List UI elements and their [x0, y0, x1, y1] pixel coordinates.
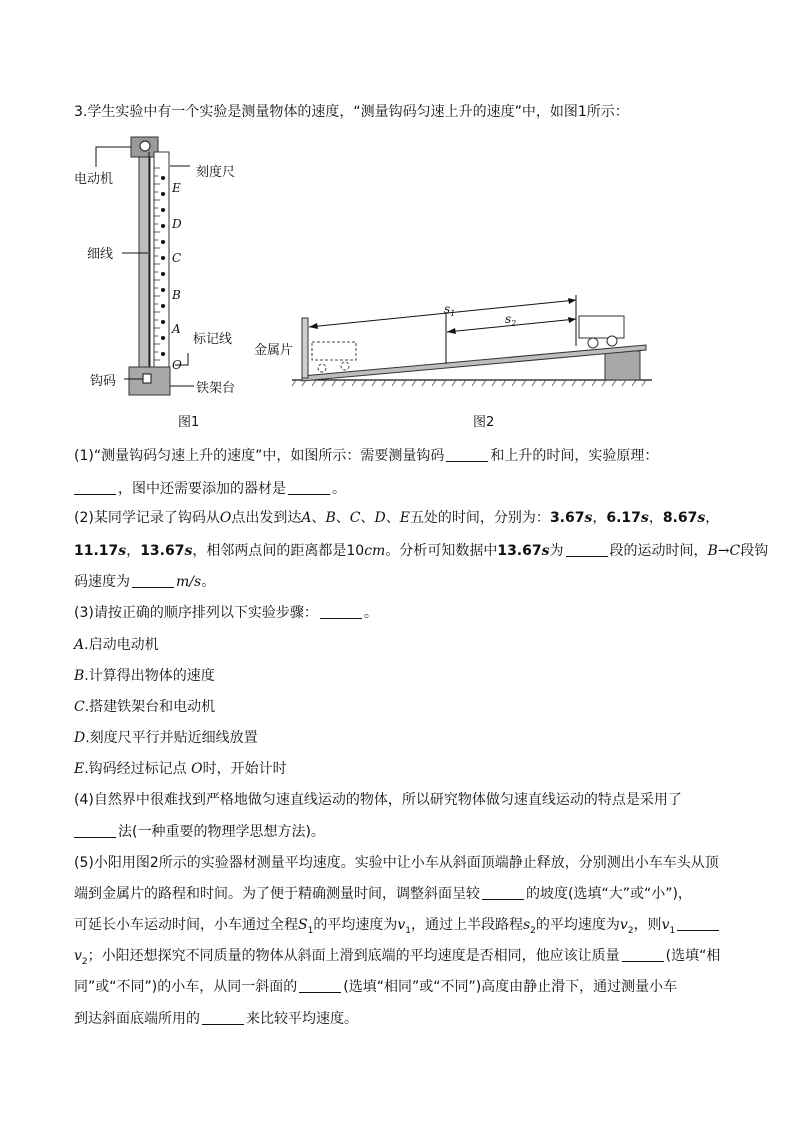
motor-pulley	[140, 141, 150, 151]
support-block	[605, 351, 640, 380]
figure-2	[254, 295, 652, 430]
fig1-caption: 图1	[178, 415, 200, 430]
q3-step-d: D.刻度尺平行并贴近细线放置	[74, 730, 258, 746]
q5-blank3[interactable]	[622, 947, 664, 962]
q2-blank1[interactable]	[566, 542, 608, 557]
q2-line1: (2)某同学记录了钩码从O点出发到达A、B、C、D、E五处的时间，分别为：3.67s，6.17s，8.67s，	[74, 510, 720, 526]
motor-leader	[96, 147, 131, 167]
figures	[0, 0, 794, 440]
label-plate: 金属片	[254, 343, 294, 358]
ruler	[154, 152, 169, 374]
q5-line6: 到达斜面底端所用的 来比较平均速度。	[74, 1011, 358, 1027]
q4-blank[interactable]	[74, 823, 116, 838]
q1-line1: (1)“测量钩码匀速上升的速度”中，如图所示：需要测量钩码 和上升的时间，实验原理：	[74, 448, 659, 464]
q5-blank5[interactable]	[202, 1010, 244, 1025]
q2-line3: 码速度为 m/s。	[74, 574, 216, 590]
q3-line1: (3)请按正确的顺序排列以下实验步骤： 。	[74, 605, 378, 621]
q5-blank1[interactable]	[482, 885, 524, 900]
q4-line2: 法(一种重要的物理学思想方法)。	[74, 823, 734, 841]
q2-line2: 11.17s，13.67s，相邻两点间的距离都是10cm。分析可知数据中13.67s为 段的运动时间，B→C段钩	[74, 543, 769, 559]
s2-label: $s_2$	[505, 312, 517, 328]
point-D: D	[172, 217, 182, 231]
q4-line1: (4)自然界中很难找到严格地做匀速直线运动的物体，所以研究物体做匀速直线运动的特点是采用了	[74, 792, 682, 808]
q1-line2: ，图中还需要添加的器材是 。	[74, 480, 734, 498]
cart-dashed	[312, 342, 356, 372]
point-C: C	[172, 251, 182, 265]
figure-1	[74, 137, 235, 430]
ground-hatch	[292, 380, 646, 386]
q5-line2: 端到金属片的路程和时间。为了便于精确测量时间，调整斜面呈较 的坡度(选填“大”或“小”)，	[74, 886, 692, 902]
q3-step-a: A.启动电动机	[74, 637, 159, 653]
stand-rod	[139, 157, 150, 377]
q3-step-e: E.钩码经过标记点 O时，开始计时	[74, 761, 287, 777]
point-E: E	[172, 181, 181, 195]
q1-blank3[interactable]	[288, 480, 330, 495]
point-O: O	[172, 358, 182, 372]
label-mark: 标记线	[193, 332, 233, 347]
q3-step-b: B.计算得出物体的速度	[74, 668, 215, 684]
q5-line3: 可延长小车运动时间，小车通过全程$S_1$的平均速度为$v_1$，通过上半段路程$s_2$的平均速度为$v_2$，则$v_1$	[74, 916, 734, 940]
q5-blank4[interactable]	[299, 978, 341, 993]
question-title: 3.学生实验中有一个实验是测量物体的速度，“测量钩码匀速上升的速度”中，如图1所示：	[74, 104, 629, 120]
metal-plate	[302, 318, 308, 378]
incline	[302, 345, 646, 381]
s1-label: $s_1$	[444, 302, 456, 318]
label-motor: 电动机	[74, 172, 114, 187]
fig2-caption: 图2	[473, 415, 495, 430]
q5-line1: (5)小阳用图2所示的实验器材测量平均速度。实验中让小车从斜面顶端静止释放，分别测出小车车头从顶	[74, 855, 719, 871]
q1-blank1[interactable]	[446, 447, 488, 462]
label-scale: 刻度尺	[196, 165, 236, 180]
q3-blank[interactable]	[320, 604, 362, 619]
q5-blank2[interactable]	[677, 916, 719, 931]
q1-blank2[interactable]	[74, 480, 116, 495]
q5-line5: 同”或“不同”)的小车，从同一斜面的 (选填“相同”或“不同”)高度由静止滑下，通过测量小车	[74, 979, 678, 995]
cart-top	[579, 316, 624, 348]
label-hook: 钩码	[90, 374, 117, 389]
q3-step-c: C.搭建铁架台和电动机	[74, 699, 216, 715]
point-B: B	[172, 288, 181, 302]
q2-blank2[interactable]	[132, 573, 174, 588]
label-string: 细线	[87, 247, 114, 262]
point-A: A	[172, 322, 181, 336]
label-stand: 铁架台	[196, 381, 236, 396]
q5-line4: $v_2$；小阳还想探究不同质量的物体从斜面上滑到底端的平均速度是否相同，他应该让质量 (选填“相	[74, 948, 721, 967]
